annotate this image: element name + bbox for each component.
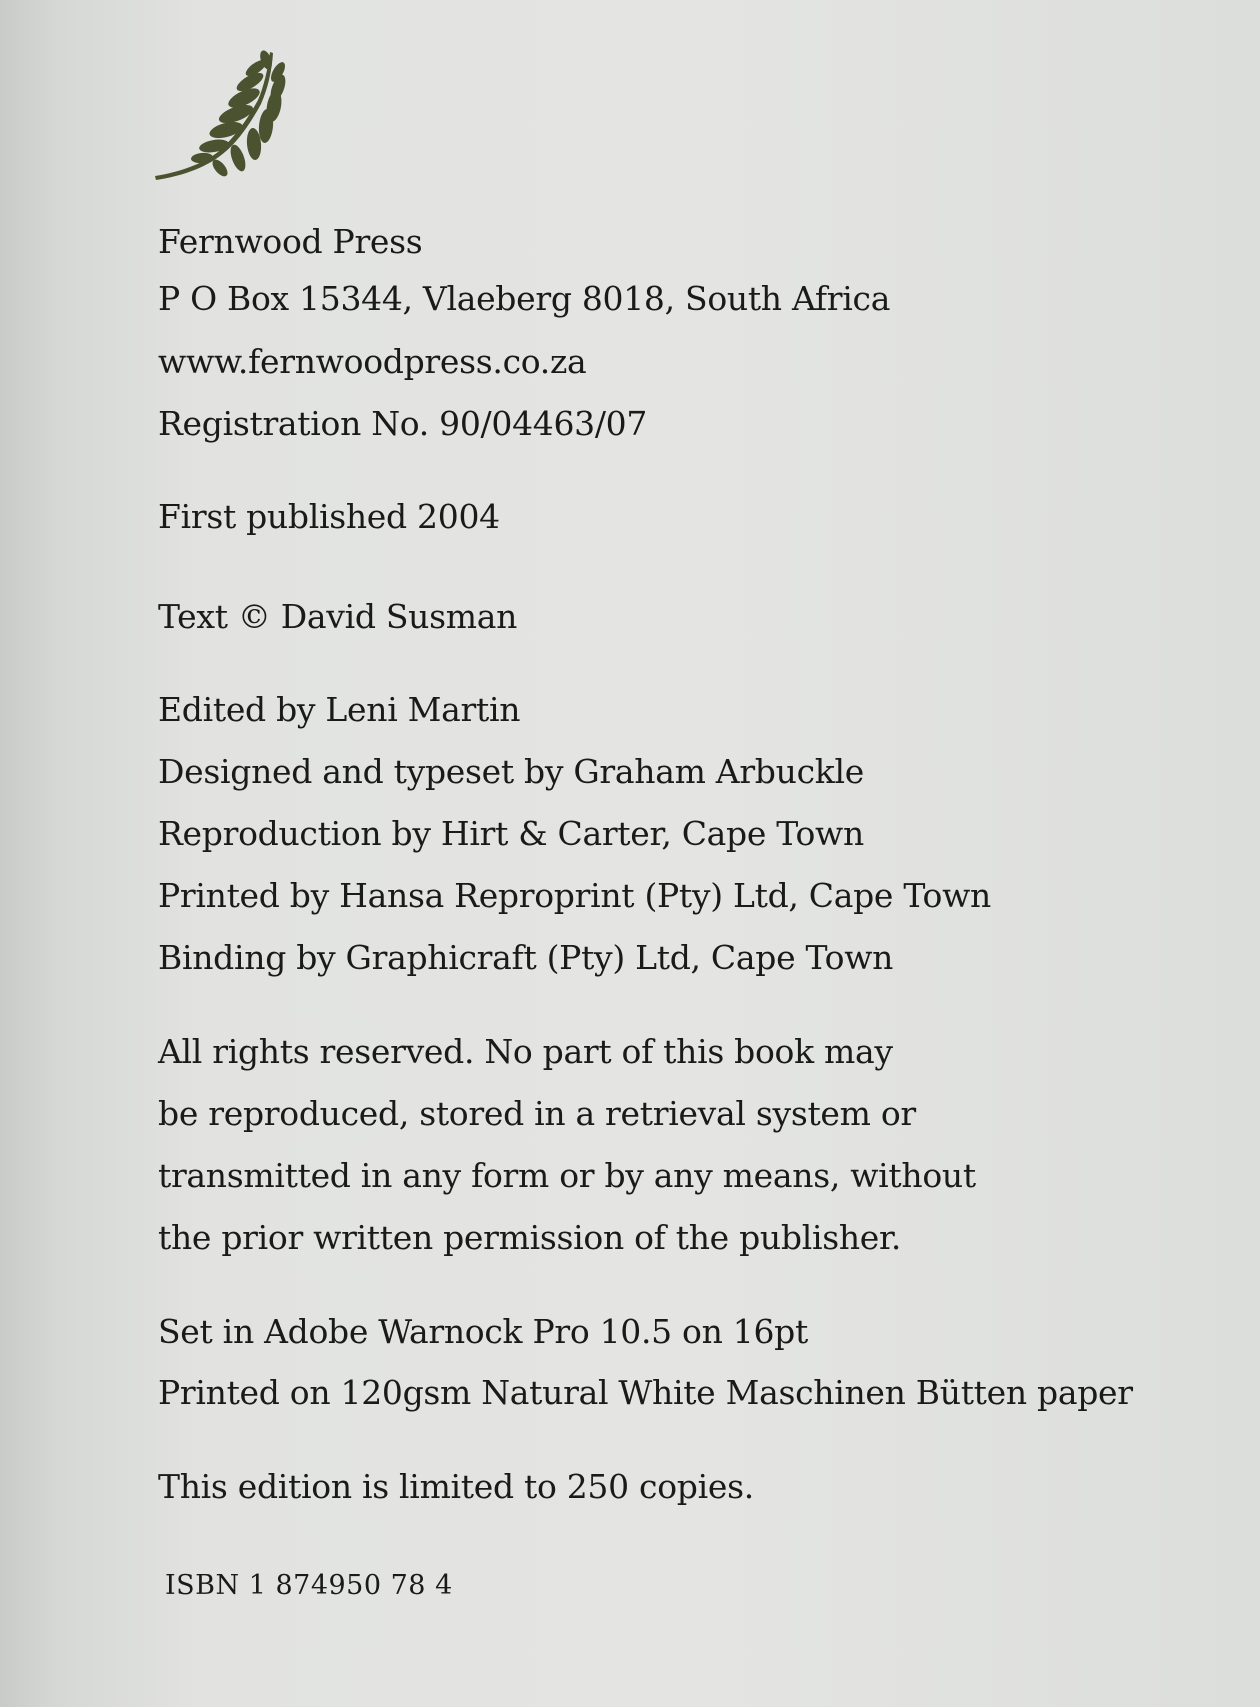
publisher-address: P O Box 15344, Vlaeberg 8018, South Africa [158,279,891,318]
publisher-registration: Registration No. 90/04463/07 [158,404,648,443]
typography-line: Printed on 120gsm Natural White Maschinen Bütten paper [158,1373,1133,1412]
isbn: ISBN 1 874950 78 4 [165,1570,453,1601]
credit-line: Designed and typeset by Graham Arbuckle [158,752,864,791]
typography-line: Set in Adobe Warnock Pro 10.5 on 16pt [158,1312,808,1351]
credit-line: Binding by Graphicraft (Pty) Ltd, Cape Town [158,938,894,977]
rights-line: the prior written permission of the publisher. [158,1218,902,1257]
credit-line: Printed by Hansa Reproprint (Pty) Ltd, Cape Town [158,876,991,915]
copyright: Text © David Susman [158,597,518,636]
fern-leaf-icon [150,48,290,188]
edition-note: This edition is limited to 250 copies. [158,1467,754,1506]
rights-line: be reproduced, stored in a retrieval system or [158,1094,916,1133]
rights-line: transmitted in any form or by any means, without [158,1156,976,1195]
first-published: First published 2004 [158,497,500,536]
rights-line: All rights reserved. No part of this book may [158,1032,893,1071]
publisher-name: Fernwood Press [158,222,423,261]
publisher-website: www.fernwoodpress.co.za [158,342,587,381]
credit-line: Reproduction by Hirt & Carter, Cape Town [158,814,864,853]
credit-line: Edited by Leni Martin [158,690,521,729]
